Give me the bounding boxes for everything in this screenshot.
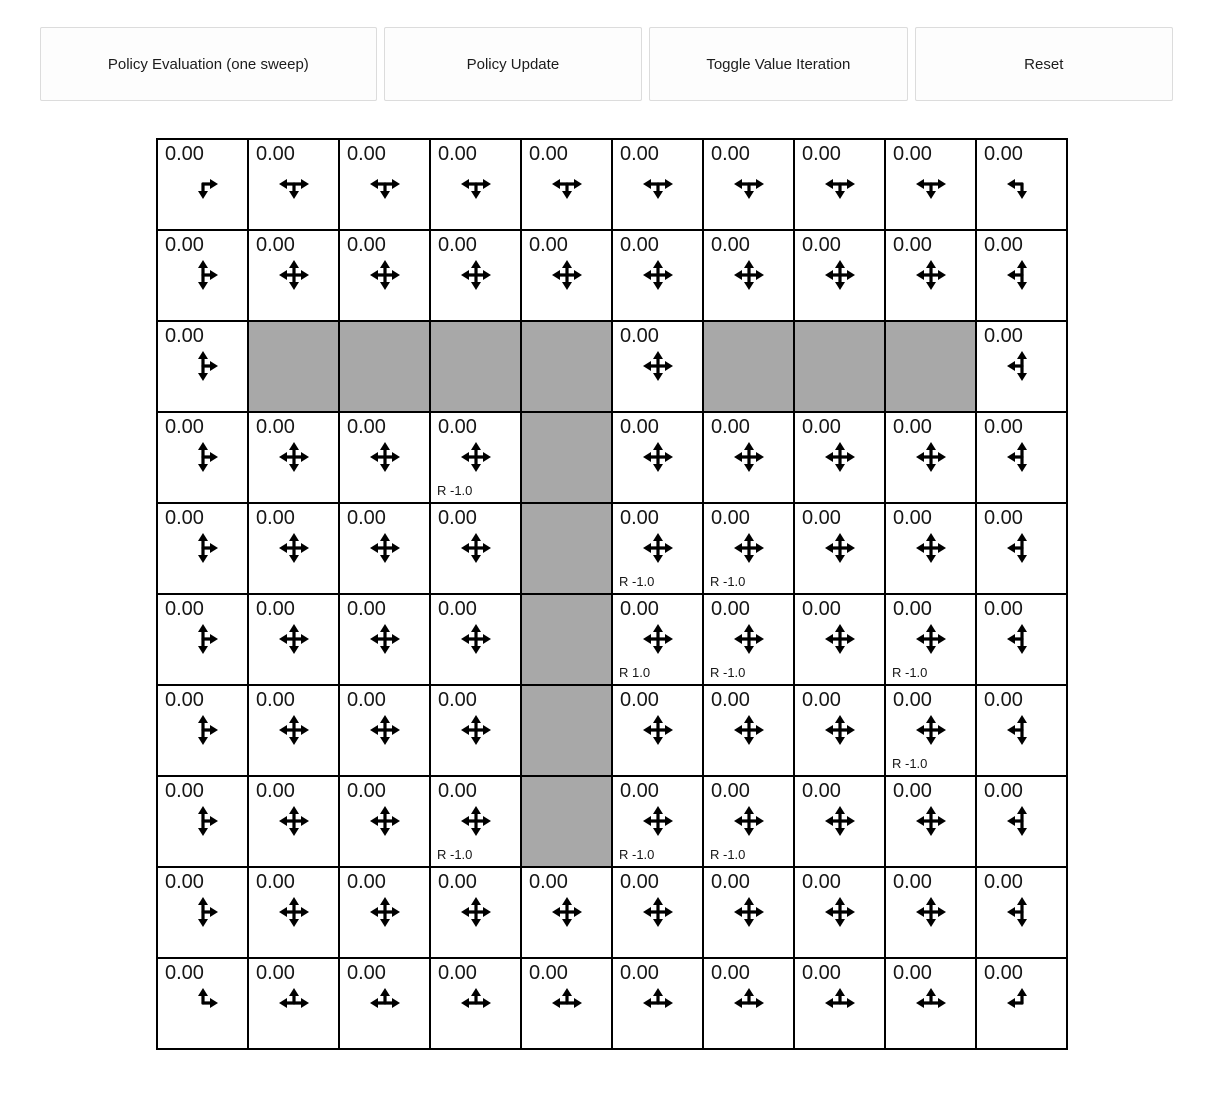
policy-arrows-icon <box>276 439 312 475</box>
grid-cell[interactable] <box>976 958 1067 1049</box>
grid-cell[interactable] <box>976 867 1067 958</box>
reward-label: R -1.0 <box>892 756 928 771</box>
grid-cell[interactable] <box>430 412 521 503</box>
policy-arrows-icon <box>458 621 494 657</box>
grid-cell[interactable] <box>976 503 1067 594</box>
policy-arrows-icon <box>458 257 494 293</box>
state-value: 0.00 <box>802 780 841 802</box>
gridworld-grid <box>156 138 1068 1050</box>
grid-cell[interactable] <box>976 139 1067 230</box>
state-value: 0.00 <box>347 507 386 529</box>
state-value: 0.00 <box>438 780 477 802</box>
grid-cell[interactable] <box>248 776 339 867</box>
grid-cell[interactable] <box>157 958 248 1049</box>
grid-cell[interactable] <box>794 412 885 503</box>
state-value: 0.00 <box>347 416 386 438</box>
state-value: 0.00 <box>438 507 477 529</box>
reward-label: R -1.0 <box>892 665 928 680</box>
grid-cell[interactable] <box>703 412 794 503</box>
policy-arrows-icon <box>731 985 767 1021</box>
grid-cell[interactable] <box>157 503 248 594</box>
state-value: 0.00 <box>711 871 750 893</box>
grid-cell[interactable] <box>794 594 885 685</box>
grid-cell[interactable] <box>430 958 521 1049</box>
grid-cell[interactable] <box>430 867 521 958</box>
grid-cell[interactable] <box>885 594 976 685</box>
wall-cell[interactable] <box>521 685 612 776</box>
grid-cell[interactable] <box>703 139 794 230</box>
policy-arrows-icon <box>640 712 676 748</box>
policy-arrows-icon <box>822 985 858 1021</box>
grid-cell[interactable] <box>430 139 521 230</box>
state-value: 0.00 <box>256 507 295 529</box>
state-value: 0.00 <box>802 416 841 438</box>
policy-arrows-icon <box>185 530 221 566</box>
reward-label: R -1.0 <box>437 847 473 862</box>
grid-cell[interactable] <box>976 594 1067 685</box>
policy-arrows-icon <box>913 803 949 839</box>
policy-arrows-icon <box>367 439 403 475</box>
grid-cell[interactable] <box>612 867 703 958</box>
state-value: 0.00 <box>347 871 386 893</box>
reward-label: R -1.0 <box>710 665 746 680</box>
grid-cell[interactable] <box>430 230 521 321</box>
grid-cell[interactable] <box>339 958 430 1049</box>
grid-cell[interactable] <box>157 321 248 412</box>
state-value: 0.00 <box>347 598 386 620</box>
policy-arrows-icon <box>640 985 676 1021</box>
policy-arrows-icon <box>1004 985 1040 1021</box>
grid-cell[interactable] <box>248 412 339 503</box>
policy-arrows-icon <box>1004 166 1040 202</box>
grid-cell[interactable] <box>885 958 976 1049</box>
grid-cell[interactable] <box>248 139 339 230</box>
grid-cell[interactable] <box>521 867 612 958</box>
state-value: 0.00 <box>711 234 750 256</box>
policy-arrows-icon <box>640 803 676 839</box>
policy-arrows-icon <box>1004 439 1040 475</box>
state-value: 0.00 <box>620 962 659 984</box>
state-value: 0.00 <box>893 507 932 529</box>
grid-cell[interactable] <box>430 594 521 685</box>
policy-arrows-icon <box>731 166 767 202</box>
policy-arrows-icon <box>640 166 676 202</box>
wall-cell[interactable] <box>521 594 612 685</box>
grid-cell[interactable] <box>248 685 339 776</box>
grid-cell[interactable] <box>157 867 248 958</box>
wall-cell[interactable] <box>521 412 612 503</box>
policy-arrows-icon <box>549 257 585 293</box>
policy-arrows-icon <box>458 439 494 475</box>
policy-arrows-icon <box>731 257 767 293</box>
state-value: 0.00 <box>620 325 659 347</box>
state-value: 0.00 <box>893 689 932 711</box>
wall-cell[interactable] <box>521 776 612 867</box>
policy-arrows-icon <box>1004 530 1040 566</box>
grid-cell[interactable] <box>157 230 248 321</box>
state-value: 0.00 <box>165 143 204 165</box>
state-value: 0.00 <box>893 143 932 165</box>
state-value: 0.00 <box>984 143 1023 165</box>
grid-cell[interactable] <box>612 685 703 776</box>
policy-arrows-icon <box>185 257 221 293</box>
state-value: 0.00 <box>711 780 750 802</box>
policy-arrows-icon <box>731 530 767 566</box>
policy-arrows-icon <box>185 348 221 384</box>
policy-arrows-icon <box>913 621 949 657</box>
policy-arrows-icon <box>913 894 949 930</box>
state-value: 0.00 <box>984 598 1023 620</box>
state-value: 0.00 <box>165 325 204 347</box>
state-value: 0.00 <box>438 143 477 165</box>
state-value: 0.00 <box>438 871 477 893</box>
policy-arrows-icon <box>822 257 858 293</box>
state-value: 0.00 <box>802 871 841 893</box>
policy-arrows-icon <box>913 530 949 566</box>
policy-arrows-icon <box>367 166 403 202</box>
policy-evaluation-button[interactable]: Policy Evaluation (one sweep) <box>40 27 377 101</box>
state-value: 0.00 <box>165 416 204 438</box>
grid-cell[interactable] <box>248 867 339 958</box>
policy-arrows-icon <box>640 439 676 475</box>
state-value: 0.00 <box>620 780 659 802</box>
policy-arrows-icon <box>185 803 221 839</box>
state-value: 0.00 <box>165 507 204 529</box>
policy-arrows-icon <box>549 894 585 930</box>
policy-arrows-icon <box>822 621 858 657</box>
policy-arrows-icon <box>913 712 949 748</box>
grid-cell[interactable] <box>794 503 885 594</box>
grid-cell[interactable] <box>885 776 976 867</box>
state-value: 0.00 <box>620 416 659 438</box>
policy-arrows-icon <box>640 348 676 384</box>
grid-cell[interactable] <box>703 230 794 321</box>
grid-cell[interactable] <box>703 958 794 1049</box>
state-value: 0.00 <box>802 598 841 620</box>
state-value: 0.00 <box>438 689 477 711</box>
policy-arrows-icon <box>640 621 676 657</box>
state-value: 0.00 <box>165 598 204 620</box>
grid-cell[interactable] <box>885 685 976 776</box>
grid-cell[interactable] <box>430 503 521 594</box>
state-value: 0.00 <box>893 234 932 256</box>
policy-arrows-icon <box>367 894 403 930</box>
state-value: 0.00 <box>893 416 932 438</box>
policy-arrows-icon <box>1004 257 1040 293</box>
wall-cell[interactable] <box>703 321 794 412</box>
policy-arrows-icon <box>185 166 221 202</box>
policy-arrows-icon <box>731 621 767 657</box>
policy-arrows-icon <box>276 712 312 748</box>
state-value: 0.00 <box>893 871 932 893</box>
policy-arrows-icon <box>276 985 312 1021</box>
policy-arrows-icon <box>185 439 221 475</box>
grid-cell[interactable] <box>612 594 703 685</box>
policy-arrows-icon <box>1004 348 1040 384</box>
state-value: 0.00 <box>438 962 477 984</box>
state-value: 0.00 <box>438 598 477 620</box>
policy-arrows-icon <box>549 985 585 1021</box>
policy-arrows-icon <box>822 439 858 475</box>
policy-arrows-icon <box>731 712 767 748</box>
policy-arrows-icon <box>458 985 494 1021</box>
policy-arrows-icon <box>367 712 403 748</box>
state-value: 0.00 <box>165 234 204 256</box>
state-value: 0.00 <box>256 962 295 984</box>
toolbar <box>40 27 1173 101</box>
policy-arrows-icon <box>458 166 494 202</box>
grid-cell[interactable] <box>157 685 248 776</box>
policy-arrows-icon <box>913 439 949 475</box>
grid-cell[interactable] <box>612 412 703 503</box>
state-value: 0.00 <box>984 780 1023 802</box>
grid-cell[interactable] <box>339 867 430 958</box>
policy-arrows-icon <box>1004 712 1040 748</box>
policy-arrows-icon <box>276 621 312 657</box>
policy-arrows-icon <box>185 621 221 657</box>
state-value: 0.00 <box>256 780 295 802</box>
wall-cell[interactable] <box>521 321 612 412</box>
policy-arrows-icon <box>185 985 221 1021</box>
grid-cell[interactable] <box>794 685 885 776</box>
policy-arrows-icon <box>276 894 312 930</box>
policy-arrows-icon <box>822 803 858 839</box>
grid-cell[interactable] <box>430 685 521 776</box>
grid-cell[interactable] <box>703 685 794 776</box>
state-value: 0.00 <box>984 234 1023 256</box>
grid-cell[interactable] <box>612 776 703 867</box>
policy-arrows-icon <box>367 803 403 839</box>
state-value: 0.00 <box>256 143 295 165</box>
policy-arrows-icon <box>458 803 494 839</box>
grid-cell[interactable] <box>976 412 1067 503</box>
state-value: 0.00 <box>802 143 841 165</box>
grid-cell[interactable] <box>339 503 430 594</box>
state-value: 0.00 <box>802 962 841 984</box>
state-value: 0.00 <box>347 962 386 984</box>
grid-cell[interactable] <box>703 776 794 867</box>
grid-cell[interactable] <box>248 230 339 321</box>
policy-arrows-icon <box>913 166 949 202</box>
policy-arrows-icon <box>1004 894 1040 930</box>
grid-cell[interactable] <box>521 958 612 1049</box>
state-value: 0.00 <box>893 598 932 620</box>
grid-cell[interactable] <box>885 412 976 503</box>
state-value: 0.00 <box>620 871 659 893</box>
policy-arrows-icon <box>276 166 312 202</box>
grid-cell[interactable] <box>885 139 976 230</box>
state-value: 0.00 <box>620 507 659 529</box>
state-value: 0.00 <box>984 689 1023 711</box>
toggle-value-iteration-button[interactable]: Toggle Value Iteration <box>649 27 907 101</box>
wall-cell[interactable] <box>248 321 339 412</box>
policy-arrows-icon <box>367 985 403 1021</box>
reward-label: R -1.0 <box>710 574 746 589</box>
state-value: 0.00 <box>984 507 1023 529</box>
state-value: 0.00 <box>711 962 750 984</box>
grid-cell[interactable] <box>703 503 794 594</box>
policy-arrows-icon <box>913 257 949 293</box>
state-value: 0.00 <box>529 234 568 256</box>
grid-cell[interactable] <box>612 230 703 321</box>
state-value: 0.00 <box>347 689 386 711</box>
state-value: 0.00 <box>347 143 386 165</box>
policy-arrows-icon <box>822 712 858 748</box>
state-value: 0.00 <box>165 871 204 893</box>
grid-cell[interactable] <box>157 776 248 867</box>
policy-arrows-icon <box>185 894 221 930</box>
policy-arrows-icon <box>276 530 312 566</box>
grid-cell[interactable] <box>703 867 794 958</box>
wall-cell[interactable] <box>521 503 612 594</box>
reward-label: R -1.0 <box>437 483 473 498</box>
state-value: 0.00 <box>256 234 295 256</box>
reward-label: R -1.0 <box>619 574 655 589</box>
grid-cell[interactable] <box>248 958 339 1049</box>
state-value: 0.00 <box>711 507 750 529</box>
policy-arrows-icon <box>822 166 858 202</box>
grid-cell[interactable] <box>339 139 430 230</box>
state-value: 0.00 <box>711 143 750 165</box>
grid-cell[interactable] <box>521 139 612 230</box>
state-value: 0.00 <box>802 507 841 529</box>
grid-cell[interactable] <box>339 776 430 867</box>
policy-arrows-icon <box>640 530 676 566</box>
grid-cell[interactable] <box>248 503 339 594</box>
policy-arrows-icon <box>822 530 858 566</box>
grid-cell[interactable] <box>885 503 976 594</box>
policy-arrows-icon <box>640 894 676 930</box>
grid-cell[interactable] <box>976 776 1067 867</box>
state-value: 0.00 <box>984 962 1023 984</box>
grid-cell[interactable] <box>976 321 1067 412</box>
grid-cell[interactable] <box>885 867 976 958</box>
grid-cell[interactable] <box>157 594 248 685</box>
policy-arrows-icon <box>458 530 494 566</box>
wall-cell[interactable] <box>794 321 885 412</box>
policy-arrows-icon <box>276 257 312 293</box>
policy-arrows-icon <box>367 530 403 566</box>
grid-cell[interactable] <box>612 958 703 1049</box>
policy-arrows-icon <box>367 257 403 293</box>
grid-cell[interactable] <box>339 230 430 321</box>
state-value: 0.00 <box>347 780 386 802</box>
state-value: 0.00 <box>256 416 295 438</box>
grid-cell[interactable] <box>612 139 703 230</box>
grid-cell[interactable] <box>976 230 1067 321</box>
state-value: 0.00 <box>893 780 932 802</box>
state-value: 0.00 <box>347 234 386 256</box>
grid-cell[interactable] <box>976 685 1067 776</box>
grid-cell[interactable] <box>157 412 248 503</box>
state-value: 0.00 <box>711 416 750 438</box>
grid-cell[interactable] <box>794 139 885 230</box>
state-value: 0.00 <box>165 962 204 984</box>
wall-cell[interactable] <box>430 321 521 412</box>
policy-arrows-icon <box>731 439 767 475</box>
grid-cell[interactable] <box>703 594 794 685</box>
grid-cell[interactable] <box>612 321 703 412</box>
policy-arrows-icon <box>185 712 221 748</box>
state-value: 0.00 <box>165 689 204 711</box>
state-value: 0.00 <box>711 598 750 620</box>
state-value: 0.00 <box>438 234 477 256</box>
grid-cell[interactable] <box>794 230 885 321</box>
policy-arrows-icon <box>1004 621 1040 657</box>
policy-arrows-icon <box>367 621 403 657</box>
state-value: 0.00 <box>529 871 568 893</box>
state-value: 0.00 <box>256 871 295 893</box>
state-value: 0.00 <box>802 234 841 256</box>
state-value: 0.00 <box>256 689 295 711</box>
state-value: 0.00 <box>620 598 659 620</box>
grid-cell[interactable] <box>248 594 339 685</box>
policy-arrows-icon <box>640 257 676 293</box>
wall-cell[interactable] <box>885 321 976 412</box>
state-value: 0.00 <box>529 143 568 165</box>
grid-cell[interactable] <box>430 776 521 867</box>
grid-cell[interactable] <box>339 412 430 503</box>
state-value: 0.00 <box>802 689 841 711</box>
state-value: 0.00 <box>256 598 295 620</box>
grid-cell[interactable] <box>339 594 430 685</box>
policy-arrows-icon <box>913 985 949 1021</box>
state-value: 0.00 <box>620 143 659 165</box>
policy-arrows-icon <box>731 803 767 839</box>
state-value: 0.00 <box>984 871 1023 893</box>
grid-cell[interactable] <box>794 958 885 1049</box>
policy-arrows-icon <box>822 894 858 930</box>
grid-cell[interactable] <box>612 503 703 594</box>
policy-arrows-icon <box>276 803 312 839</box>
state-value: 0.00 <box>165 780 204 802</box>
policy-arrows-icon <box>458 712 494 748</box>
state-value: 0.00 <box>620 689 659 711</box>
policy-arrows-icon <box>458 894 494 930</box>
reward-label: R 1.0 <box>619 665 651 680</box>
reward-label: R -1.0 <box>619 847 655 862</box>
state-value: 0.00 <box>529 962 568 984</box>
policy-arrows-icon <box>731 894 767 930</box>
state-value: 0.00 <box>984 325 1023 347</box>
policy-update-button[interactable]: Policy Update <box>384 27 642 101</box>
policy-arrows-icon <box>549 166 585 202</box>
state-value: 0.00 <box>711 689 750 711</box>
reset-button[interactable]: Reset <box>915 27 1173 101</box>
wall-cell[interactable] <box>339 321 430 412</box>
state-value: 0.00 <box>620 234 659 256</box>
state-value: 0.00 <box>893 962 932 984</box>
grid-cell[interactable] <box>521 230 612 321</box>
state-value: 0.00 <box>984 416 1023 438</box>
grid-cell[interactable] <box>339 685 430 776</box>
grid-cell[interactable] <box>885 230 976 321</box>
grid-cell[interactable] <box>794 776 885 867</box>
grid-cell[interactable] <box>157 139 248 230</box>
reward-label: R -1.0 <box>710 847 746 862</box>
policy-arrows-icon <box>1004 803 1040 839</box>
state-value: 0.00 <box>438 416 477 438</box>
grid-cell[interactable] <box>794 867 885 958</box>
